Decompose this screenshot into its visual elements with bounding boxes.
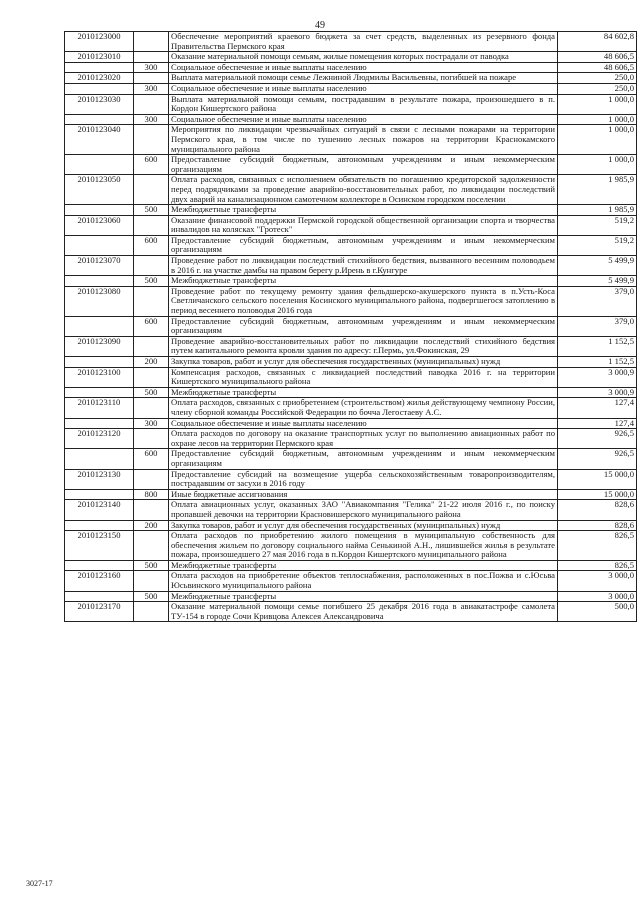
row-amount: 926,5 [558, 449, 637, 469]
budget-table [64, 31, 637, 622]
row-description: Проведение аварийно-восстановительных работ по ликвидации последствий стихийного бедствия путем капитального ремонта кровли здания по адресу: г.Пермь, ул.Фокинская, 29 [169, 336, 558, 356]
row-code: 2010123000 [65, 32, 134, 52]
row-description: Предоставление субсидий бюджетным, автономным учреждениям и иным некоммерческим организациям [169, 449, 558, 469]
row-code [65, 418, 134, 429]
row-amount: 828,6 [558, 500, 637, 520]
table-row [65, 125, 637, 155]
row-description: Иные бюджетные ассигнования [169, 489, 558, 500]
table-row [65, 155, 637, 175]
row-amount: 1 985,9 [558, 205, 637, 216]
budget-table-body [65, 32, 637, 622]
row-description: Социальное обеспечение и иные выплаты населению [169, 62, 558, 73]
row-description: Социальное обеспечение и иные выплаты населению [169, 114, 558, 125]
row-expense-type [134, 336, 169, 356]
row-description: Закупка товаров, работ и услуг для обеспечения государственных (муниципальных) нужд [169, 520, 558, 531]
row-amount: 84 602,8 [558, 32, 637, 52]
row-description: Предоставление субсидий бюджетным, автономным учреждениям и иным некоммерческим организациям [169, 316, 558, 336]
row-expense-type [134, 94, 169, 114]
row-code [65, 591, 134, 602]
row-amount: 1 000,0 [558, 155, 637, 175]
table-row [65, 276, 637, 287]
row-expense-type: 200 [134, 520, 169, 531]
row-amount: 926,5 [558, 429, 637, 449]
table-row [65, 114, 637, 125]
row-description: Оплата расходов по договору на оказание транспортных услуг по выполнению авиационных работ по охране лесов на территории Пермского края [169, 429, 558, 449]
row-expense-type [134, 429, 169, 449]
row-amount: 250,0 [558, 83, 637, 94]
row-expense-type: 500 [134, 276, 169, 287]
row-code [65, 205, 134, 216]
row-expense-type: 500 [134, 560, 169, 571]
row-description: Оплата расходов, связанных с исполнением обязательств по погашению кредиторской задолженности перед подрядчиками за проведение аварийно-восстановительных работ, по ликвидации последствий двух аварий на канализационном самотечном коллекторе в Осинском городском поселении [169, 175, 558, 205]
row-code [65, 62, 134, 73]
row-expense-type [134, 367, 169, 387]
row-code [65, 83, 134, 94]
row-amount: 1 152,5 [558, 336, 637, 356]
row-expense-type: 500 [134, 387, 169, 398]
row-description: Закупка товаров, работ и услуг для обеспечения государственных (муниципальных) нужд [169, 357, 558, 368]
row-expense-type: 200 [134, 357, 169, 368]
row-expense-type: 300 [134, 114, 169, 125]
row-description: Оказание материальной помощи семье погибшего 25 декабря 2016 года в авиакатастрофе самолета ТУ-154 в городе Сочи Кривцова Алексея Александровича [169, 602, 558, 622]
row-amount: 828,6 [558, 520, 637, 531]
row-amount: 1 985,9 [558, 175, 637, 205]
row-expense-type: 500 [134, 591, 169, 602]
row-amount: 48 606,5 [558, 52, 637, 63]
table-row [65, 387, 637, 398]
row-amount: 519,2 [558, 215, 637, 235]
row-amount: 1 000,0 [558, 114, 637, 125]
table-row [65, 357, 637, 368]
row-amount: 3 000,0 [558, 591, 637, 602]
table-row [65, 602, 637, 622]
footer-code: 3027-17 [26, 879, 53, 888]
row-expense-type [134, 125, 169, 155]
row-description: Социальное обеспечение и иные выплаты населению [169, 418, 558, 429]
row-code: 2010123050 [65, 175, 134, 205]
row-expense-type [134, 500, 169, 520]
row-description: Проведение работ по текущему ремонту здания фельдшерско-акушерского пункта в п.Усть-Коса Светличанского сельского поселения Косинского муниципального района, подвергшегося затоплению в период весеннего половодья 2016 года [169, 286, 558, 316]
row-description: Межбюджетные трансферты [169, 276, 558, 287]
row-code [65, 357, 134, 368]
table-row [65, 367, 637, 387]
row-expense-type [134, 256, 169, 276]
row-code: 2010123010 [65, 52, 134, 63]
row-code [65, 316, 134, 336]
row-amount: 5 499,9 [558, 256, 637, 276]
table-row [65, 449, 637, 469]
row-expense-type: 800 [134, 489, 169, 500]
row-expense-type [134, 32, 169, 52]
row-amount: 127,4 [558, 418, 637, 429]
row-code: 2010123090 [65, 336, 134, 356]
table-row [65, 62, 637, 73]
row-code: 2010123150 [65, 531, 134, 561]
table-row [65, 256, 637, 276]
row-code [65, 114, 134, 125]
row-amount: 15 000,0 [558, 469, 637, 489]
row-description: Проведение работ по ликвидации последствий стихийного бедствия, вызванного весенним половодьем в 2016 г. на участке дамбы на правом берегу р.Ирень в г.Кунгуре [169, 256, 558, 276]
row-expense-type [134, 215, 169, 235]
row-amount: 500,0 [558, 602, 637, 622]
row-description: Межбюджетные трансферты [169, 387, 558, 398]
table-row [65, 336, 637, 356]
table-row [65, 469, 637, 489]
row-code: 2010123080 [65, 286, 134, 316]
row-expense-type: 600 [134, 316, 169, 336]
row-amount: 1 152,5 [558, 357, 637, 368]
row-amount: 826,5 [558, 531, 637, 561]
table-row [65, 52, 637, 63]
row-code: 2010123160 [65, 571, 134, 591]
row-code [65, 235, 134, 255]
table-row [65, 429, 637, 449]
row-amount: 3 000,9 [558, 387, 637, 398]
row-amount: 15 000,0 [558, 489, 637, 500]
row-description: Социальное обеспечение и иные выплаты населению [169, 83, 558, 94]
row-code: 2010123110 [65, 398, 134, 418]
row-description: Компенсация расходов, связанных с ликвидацией последствий паводка 2016 г. на территории Кишертского муниципального района [169, 367, 558, 387]
row-expense-type: 300 [134, 62, 169, 73]
row-description: Выплата материальной помощи семьям, пострадавшим в результате пожара, произошедшего в п. Кордон Кишертского района [169, 94, 558, 114]
row-expense-type: 600 [134, 449, 169, 469]
row-amount: 48 606,5 [558, 62, 637, 73]
row-amount: 250,0 [558, 73, 637, 84]
row-description: Оказание финансовой поддержки Пермской городской общественной организации спорта и творчества инвалидов на колясках "Гротеск" [169, 215, 558, 235]
row-code: 2010123130 [65, 469, 134, 489]
row-amount: 1 000,0 [558, 94, 637, 114]
row-expense-type: 500 [134, 205, 169, 216]
row-code [65, 155, 134, 175]
table-row [65, 500, 637, 520]
row-code: 2010123060 [65, 215, 134, 235]
row-code [65, 387, 134, 398]
row-expense-type [134, 469, 169, 489]
table-row [65, 531, 637, 561]
row-expense-type [134, 286, 169, 316]
row-description: Обеспечение мероприятий краевого бюджета за счет средств, выделенных из резервного фонда Правительства Пермского края [169, 32, 558, 52]
table-row [65, 32, 637, 52]
row-description: Оплата авиационных услуг, оказанных ЗАО "Авиакомпания "Гелика" 21-22 июля 2016 г., по поиску пропавшей девочки на территории Красновишерского муниципального района [169, 500, 558, 520]
row-expense-type: 300 [134, 83, 169, 94]
row-description: Оплата расходов по приобретению жилого помещения в муниципальную собственность для обеспечения жильем по договору социального найма Сенькиной А.Н., лишившейся жилья в результате пожара, произошедшего 27 мая 2016 года в п.Кордон Кишертского муниципального района [169, 531, 558, 561]
row-expense-type: 300 [134, 418, 169, 429]
row-code: 2010123170 [65, 602, 134, 622]
table-row [65, 286, 637, 316]
row-amount: 1 000,0 [558, 125, 637, 155]
row-expense-type [134, 602, 169, 622]
row-code [65, 489, 134, 500]
row-amount: 379,0 [558, 316, 637, 336]
table-row [65, 591, 637, 602]
row-amount: 379,0 [558, 286, 637, 316]
row-code: 2010123140 [65, 500, 134, 520]
table-row [65, 489, 637, 500]
row-description: Межбюджетные трансферты [169, 205, 558, 216]
row-amount: 3 000,0 [558, 571, 637, 591]
row-code: 2010123100 [65, 367, 134, 387]
table-row [65, 316, 637, 336]
row-code: 2010123070 [65, 256, 134, 276]
table-row [65, 94, 637, 114]
table-row [65, 571, 637, 591]
row-code [65, 449, 134, 469]
row-code: 2010123020 [65, 73, 134, 84]
row-description: Межбюджетные трансферты [169, 560, 558, 571]
table-row [65, 83, 637, 94]
row-expense-type [134, 571, 169, 591]
row-code: 2010123030 [65, 94, 134, 114]
row-code [65, 276, 134, 287]
row-amount: 127,4 [558, 398, 637, 418]
row-amount: 3 000,9 [558, 367, 637, 387]
table-row [65, 215, 637, 235]
row-code [65, 560, 134, 571]
row-expense-type [134, 398, 169, 418]
row-description: Выплата материальной помощи семье Лежниной Людмилы Васильевны, погибшей на пожаре [169, 73, 558, 84]
row-expense-type [134, 531, 169, 561]
row-description: Оплата расходов на приобретение объектов теплоснабжения, расположенных в пос.Пожва и с.Юсьва Юсьвинского муниципального района [169, 571, 558, 591]
row-expense-type [134, 52, 169, 63]
row-expense-type: 600 [134, 155, 169, 175]
row-expense-type: 600 [134, 235, 169, 255]
row-amount: 5 499,9 [558, 276, 637, 287]
table-row [65, 520, 637, 531]
table-row [65, 235, 637, 255]
table-row [65, 175, 637, 205]
row-code [65, 520, 134, 531]
row-expense-type [134, 175, 169, 205]
table-row [65, 73, 637, 84]
row-description: Мероприятия по ликвидации чрезвычайных ситуаций в связи с лесными пожарами на территории Пермского края, в том числе по тушению лесных пожаров на территории Краснокамского муниципального района [169, 125, 558, 155]
row-amount: 519,2 [558, 235, 637, 255]
row-code: 2010123040 [65, 125, 134, 155]
table-row [65, 205, 637, 216]
row-description: Предоставление субсидий бюджетным, автономным учреждениям и иным некоммерческим организациям [169, 235, 558, 255]
row-description: Предоставление субсидий на возмещение ущерба сельскохозяйственным товаропроизводителям, пострадавшим от засухи в 2016 году [169, 469, 558, 489]
row-description: Межбюджетные трансферты [169, 591, 558, 602]
row-expense-type [134, 73, 169, 84]
row-description: Оказание материальной помощи семьям, жилые помещения которых пострадали от паводка [169, 52, 558, 63]
row-amount: 826,5 [558, 560, 637, 571]
table-row [65, 418, 637, 429]
page-number: 49 [315, 20, 325, 31]
table-row [65, 398, 637, 418]
table-row [65, 560, 637, 571]
row-code: 2010123120 [65, 429, 134, 449]
row-description: Оплата расходов, связанных с приобретением (строительством) жилья действующему чемпиону России, члену сборной команды Российской Федерации по бочча Легостаеву А.С. [169, 398, 558, 418]
row-description: Предоставление субсидий бюджетным, автономным учреждениям и иным некоммерческим организациям [169, 155, 558, 175]
